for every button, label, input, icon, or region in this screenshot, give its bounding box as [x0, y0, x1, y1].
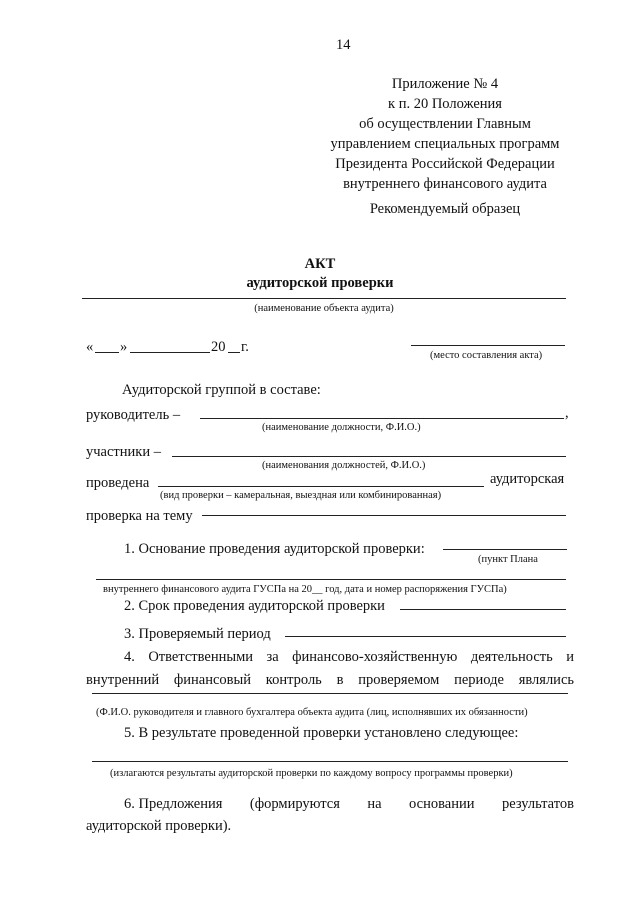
date-close-quote: »	[120, 339, 128, 355]
word: внутренний	[86, 672, 160, 688]
audit-object-line[interactable]	[82, 298, 566, 299]
word: Ответственными	[148, 649, 254, 665]
responsible-caption: (Ф.И.О. руководителя и главного бухгалтера объекта аудита (лиц, исполнявших их обязанности)	[96, 707, 528, 718]
page-number: 14	[336, 37, 351, 53]
responsible-line[interactable]	[92, 693, 568, 694]
word: финансово-хозяйственную	[292, 649, 458, 665]
word: 4.	[124, 649, 135, 665]
results-line[interactable]	[92, 761, 568, 762]
year-blank[interactable]	[228, 352, 240, 353]
item-4-line-1	[124, 648, 574, 666]
appendix-line: Приложение № 4	[391, 76, 499, 92]
day-blank[interactable]	[95, 352, 119, 353]
item-6-line-1	[124, 795, 574, 813]
word: основании	[409, 796, 475, 812]
head-line[interactable]	[200, 418, 564, 419]
audit-type-line[interactable]	[158, 486, 484, 487]
item-2: 2. Срок проведения аудиторской проверки	[124, 598, 385, 614]
item-3: 3. Проверяемый период	[124, 626, 271, 642]
members-caption: (наименования должностей, Ф.И.О.)	[262, 460, 426, 471]
word: 6. Предложения	[124, 796, 223, 812]
plan-details-caption: внутреннего финансового аудита ГУСПа на 20__ год, дата и номер распоряжения ГУСПа)	[103, 584, 507, 595]
year-suffix: г.	[241, 339, 249, 355]
title-act: АКТ	[304, 256, 336, 272]
word: проверяемом	[358, 672, 440, 688]
word: результатов	[501, 796, 574, 812]
word: контроль	[265, 672, 322, 688]
item-5: 5. В результате проведенной проверки установлено следующее:	[124, 725, 519, 741]
word: на	[367, 796, 382, 812]
conducted-label: проведена	[86, 475, 150, 491]
item-4-line-2	[86, 671, 574, 689]
appendix-line: внутреннего финансового аудита	[343, 176, 547, 192]
plan-point-caption: (пункт Плана	[478, 554, 538, 565]
audit-object-caption: (наименование объекта аудита)	[254, 303, 394, 314]
appendix-line: к п. 20 Положения	[388, 96, 502, 112]
item-1-line[interactable]	[443, 549, 567, 550]
head-label: руководитель –	[86, 407, 181, 423]
appendix-block	[320, 74, 570, 194]
month-blank[interactable]	[130, 352, 210, 353]
word: за	[266, 649, 279, 665]
word: в	[336, 672, 344, 688]
appendix-line: Президента Российской Федерации	[335, 156, 555, 172]
word: финансовый	[173, 672, 252, 688]
results-caption: (излагаются результаты аудиторской проверки по каждому вопросу программы проверки)	[110, 768, 513, 779]
members-label: участники –	[86, 444, 161, 460]
members-line[interactable]	[172, 456, 566, 457]
item-1: 1. Основание проведения аудиторской проверки:	[124, 541, 425, 557]
appendix-line: управлением специальных программ	[330, 136, 560, 152]
audit-word: аудиторская	[490, 471, 565, 487]
head-caption: (наименование должности, Ф.И.О.)	[262, 422, 421, 433]
topic-label: проверка на тему	[86, 508, 193, 524]
topic-line[interactable]	[202, 515, 566, 516]
group-intro: Аудиторской группой в составе:	[122, 382, 321, 398]
item-6-line-2: аудиторской проверки).	[86, 818, 232, 834]
sample-label: Рекомендуемый образец	[369, 201, 521, 217]
word: периоде	[454, 672, 504, 688]
date-open-quote: «	[86, 339, 94, 355]
item-3-line[interactable]	[285, 636, 566, 637]
plan-details-line[interactable]	[96, 579, 566, 580]
audit-type-caption: (вид проверки – камеральная, выездная или комбинированная)	[160, 490, 442, 501]
title-audit: аудиторской проверки	[246, 275, 394, 291]
appendix-line: об осуществлении Главным	[359, 116, 531, 132]
place-line[interactable]	[411, 345, 565, 346]
head-comma: ,	[565, 405, 569, 421]
year-prefix: 20	[211, 339, 226, 355]
place-caption: (место составления акта)	[430, 350, 543, 361]
word: и	[566, 649, 574, 665]
word: являлись	[518, 672, 574, 688]
word: деятельность	[470, 649, 553, 665]
word: (формируются	[249, 796, 340, 812]
item-2-line[interactable]	[400, 609, 566, 610]
